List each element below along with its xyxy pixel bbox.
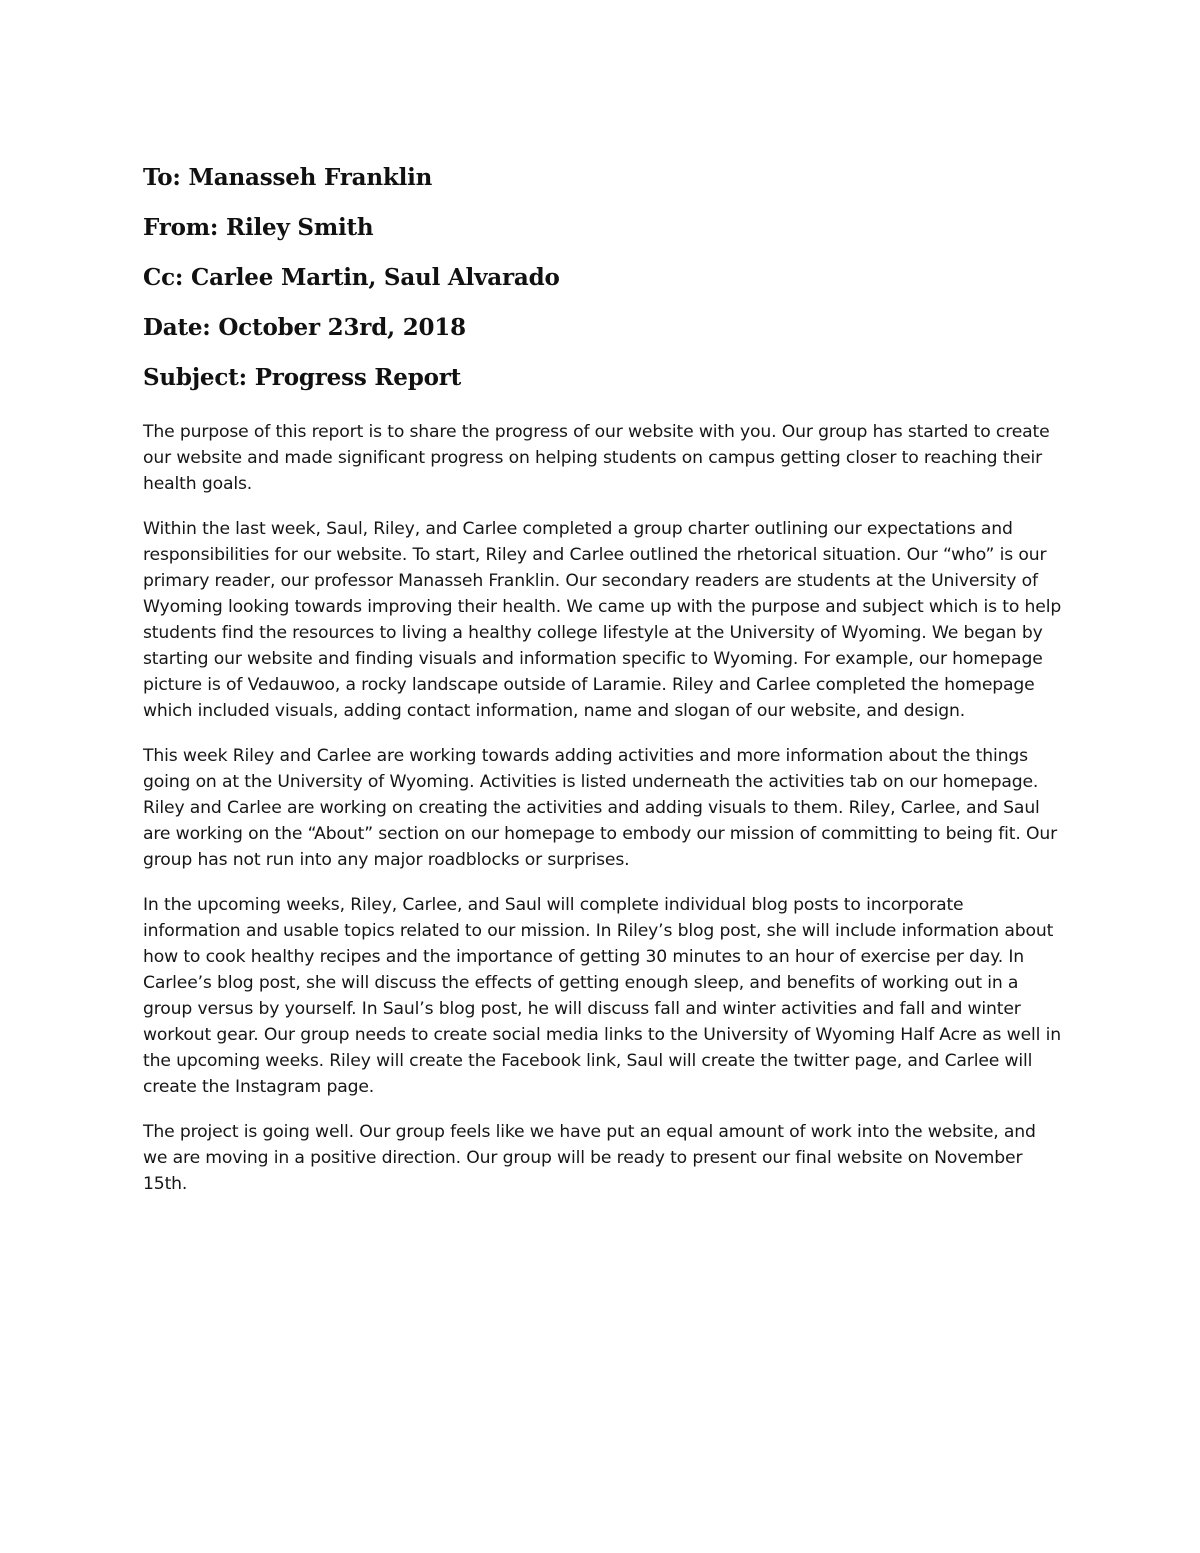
- memo-subject-label: Subject:: [143, 364, 247, 391]
- body-paragraph-this-week: This week Riley and Carlee are working towards adding activities and more information about the things going on at the University of Wyoming. Activities is listed underneath the activities tab on our homepage. Riley and Carlee are working on creating the activities and adding visuals to them. Riley, Carlee, and Saul are working on the “About” section on our homepage to embody our mission of committing to being fit. Our group has not run into any major roadblocks or surprises.: [143, 746, 1058, 870]
- memo-cc-label: Cc:: [143, 264, 184, 291]
- memo-date-value: October 23rd, 2018: [218, 314, 466, 341]
- memo-subject-line: [143, 360, 1063, 410]
- memo-cc-value: Carlee Martin, Saul Alvarado: [191, 264, 560, 291]
- memo-header: [143, 160, 1063, 410]
- memo-from-label: From:: [143, 214, 219, 241]
- memo-from-value: Riley Smith: [226, 214, 374, 241]
- memo-to-line: [143, 160, 1063, 210]
- memo-body: [143, 419, 1063, 1216]
- memo-cc-line: [143, 260, 1063, 310]
- body-paragraph-upcoming: In the upcoming weeks, Riley, Carlee, and Saul will complete individual blog posts to incorporate information and usable topics related to our mission. In Riley’s blog post, she will include information about how to cook healthy recipes and the importance of getting 30 minutes to an hour of exercise per day. In Carlee’s blog post, she will discuss the effects of getting enough sleep, and benefits of working out in a group versus by yourself. In Saul’s blog post, he will discuss fall and winter activities and fall and winter workout gear. Our group needs to create social media links to the University of Wyoming Half Acre as well in the upcoming weeks. Riley will create the Facebook link, Saul will create the twitter page, and Carlee will create the Instagram page.: [143, 895, 1061, 1097]
- memo-from-line: [143, 210, 1063, 260]
- body-paragraph-last-week: Within the last week, Saul, Riley, and Carlee completed a group charter outlining our expectations and responsibilities for our website. To start, Riley and Carlee outlined the rhetorical situation. Our “who” is our primary reader, our professor Manasseh Franklin. Our secondary readers are students at the University of Wyoming looking towards improving their health. We came up with the purpose and subject which is to help students find the resources to living a healthy college lifestyle at the University of Wyoming. We began by starting our website and finding visuals and information specific to Wyoming. For example, our homepage picture is of Vedauwoo, a rocky landscape outside of Laramie. Riley and Carlee completed the homepage which included visuals, adding contact information, name and slogan of our website, and design.: [143, 519, 1062, 721]
- memo-subject-value: Progress Report: [254, 364, 462, 391]
- memo-date-label: Date:: [143, 314, 211, 341]
- memo-date-line: [143, 310, 1063, 360]
- body-paragraph-purpose: The purpose of this report is to share the progress of our website with you. Our group has started to create our website and made significant progress on helping students on campus getting closer to reaching their health goals.: [143, 422, 1050, 494]
- memo-to-label: To:: [143, 164, 181, 191]
- memo-to-value: Manasseh Franklin: [188, 164, 433, 191]
- body-paragraph-conclusion: The project is going well. Our group feels like we have put an equal amount of work into the website, and we are moving in a positive direction. Our group will be ready to present our final website on November 15th.: [143, 1122, 1036, 1194]
